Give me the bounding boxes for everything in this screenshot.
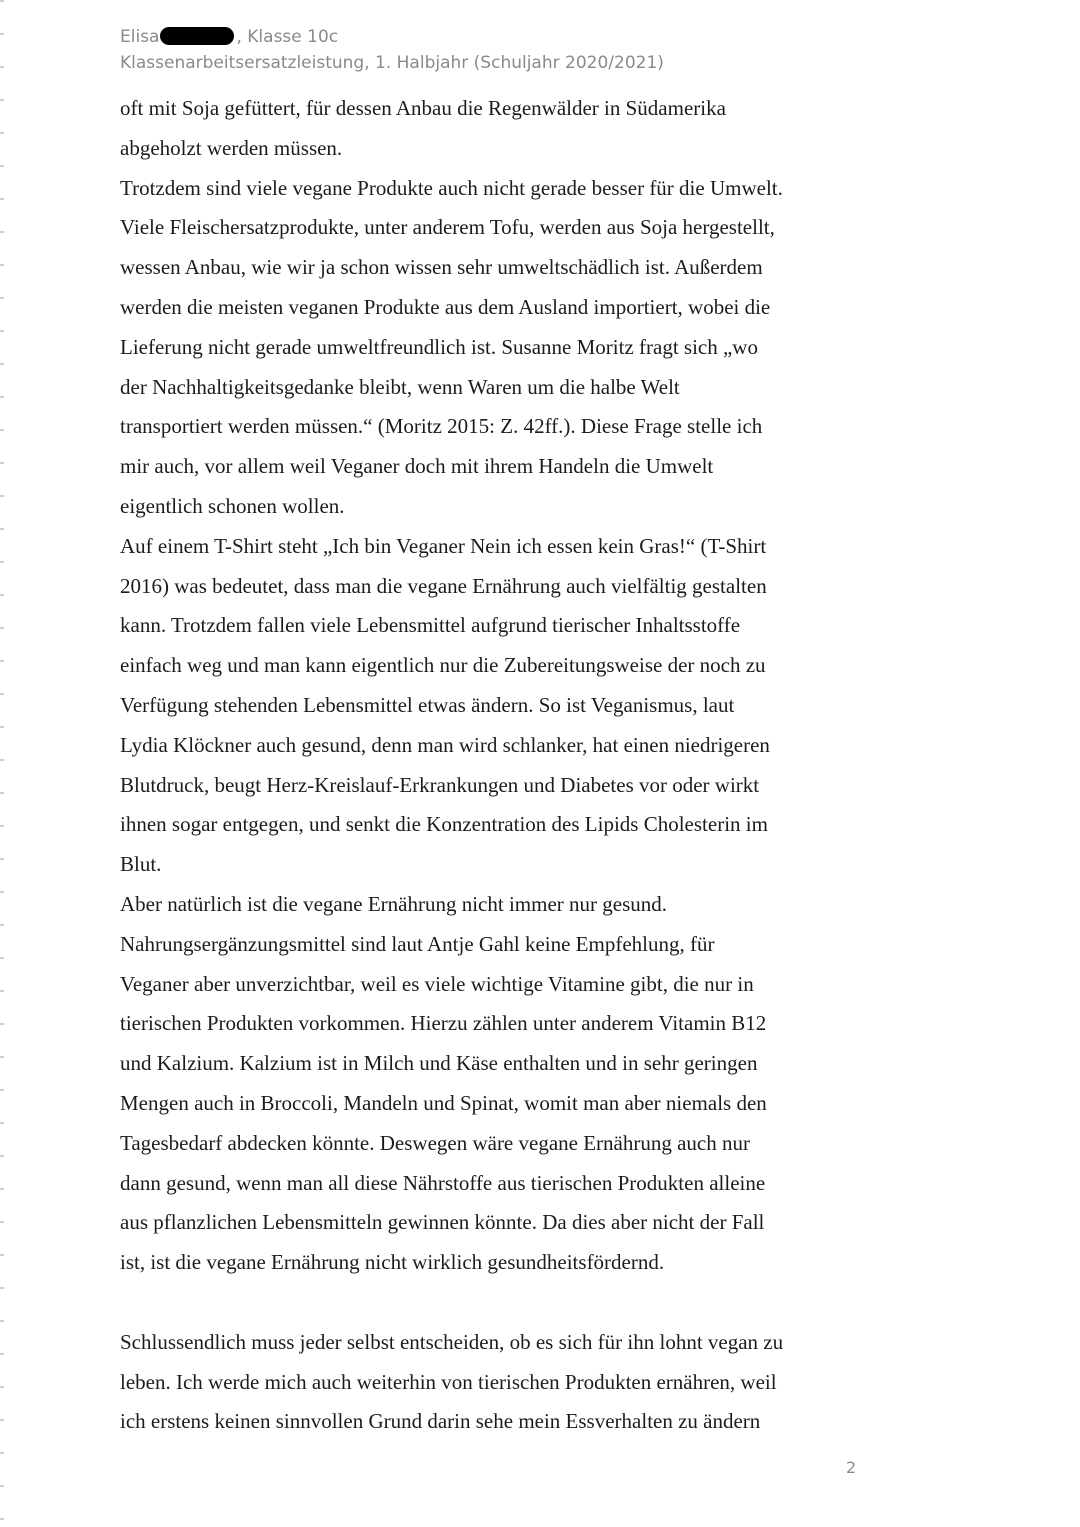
text-line: leben. Ich werde mich auch weiterhin von tierischen Produkten ernähren, weil xyxy=(120,1369,777,1394)
paragraph-gap xyxy=(120,1283,865,1323)
text-line: Auf einem T-Shirt steht „Ich bin Veganer Nein ich essen kein Gras!“ (T-Shirt xyxy=(120,533,767,558)
page-edge-marks xyxy=(0,0,4,1527)
text-line: transportiert werden müssen.“ (Moritz 2015: Z. 42ff.). Diese Frage stelle ich xyxy=(120,414,763,439)
text-line: Trotzdem sind viele vegane Produkte auch nicht gerade besser für die Umwelt. xyxy=(120,175,783,200)
text-line: oft mit Soja gefüttert, für dessen Anbau die Regenwälder in Südamerika xyxy=(120,96,726,120)
text-line: Blut. xyxy=(120,852,162,877)
text-line: Verfügung stehenden Lebensmittel etwas ändern. So ist Veganismus, laut xyxy=(120,692,735,717)
text-line: eigentlich schonen wollen. xyxy=(120,493,345,518)
text-line: Schlussendlich muss jeder selbst entscheiden, ob es sich für ihn lohnt vegan zu xyxy=(120,1329,784,1354)
header-subtitle: Klassenarbeitsersatzleistung, 1. Halbjahr (Schuljahr 2020/2021) xyxy=(120,53,664,73)
text-line: wessen Anbau, wie wir ja schon wissen sehr umweltschädlich ist. Außerdem xyxy=(120,255,763,280)
essay-body xyxy=(120,89,865,1442)
class-label: , Klasse 10c xyxy=(236,27,339,47)
text-line: Tagesbedarf abdecken könnte. Deswegen wäre vegane Ernährung auch nur xyxy=(120,1130,750,1155)
text-line: tierischen Produkten vorkommen. Hierzu zählen unter anderem Vitamin B12 xyxy=(120,1011,767,1036)
text-line: werden die meisten veganen Produkte aus dem Ausland importiert, wobei die xyxy=(120,294,771,319)
text-line: einfach weg und man kann eigentlich nur die Zubereitungsweise der noch zu xyxy=(120,653,766,678)
text-line: abgeholzt werden müssen. xyxy=(120,135,343,160)
text-line: kann. Trotzdem fallen viele Lebensmittel aufgrund tierischer Inhaltsstoffe xyxy=(120,613,741,638)
text-line: Viele Fleischersatzprodukte, unter anderem Tofu, werden aus Soja hergestellt, xyxy=(120,215,775,240)
text-line: Blutdruck, beugt Herz-Kreislauf-Erkrankungen und Diabetes vor oder wirkt xyxy=(120,772,760,797)
text-line: Lydia Klöckner auch gesund, denn man wird schlanker, hat einen niedrigeren xyxy=(120,732,770,757)
text-line: aus pflanzlichen Lebensmitteln gewinnen könnte. Da dies aber nicht der Fall xyxy=(120,1210,765,1235)
page-number: 2 xyxy=(846,1458,857,1477)
text-line: 2016) was bedeutet, dass man die vegane Ernährung auch vielfältig gestalten xyxy=(120,573,767,598)
redaction-mark xyxy=(160,27,234,45)
text-line: dann gesund, wenn man all diese Nährstoffe aus tierischen Produkten alleine xyxy=(120,1170,766,1195)
student-name: Elisa xyxy=(120,27,160,47)
text-line: Veganer aber unverzichtbar, weil es viele wichtige Vitamine gibt, die nur in xyxy=(120,971,754,996)
document-header xyxy=(120,24,664,76)
text-line: ich erstens keinen sinnvollen Grund darin sehe mein Essverhalten zu ändern xyxy=(120,1409,761,1434)
header-name-line xyxy=(120,24,664,50)
text-line: ist, ist die vegane Ernährung nicht wirklich gesundheitsfördernd. xyxy=(120,1250,665,1275)
text-line: ihnen sogar entgegen, und senkt die Konzentration des Lipids Cholesterin im xyxy=(120,812,768,837)
text-line: Aber natürlich ist die vegane Ernährung nicht immer nur gesund. xyxy=(120,891,668,916)
text-line: und Kalzium. Kalzium ist in Milch und Käse enthalten und in sehr geringen xyxy=(120,1051,758,1076)
text-line: der Nachhaltigkeitsgedanke bleibt, wenn Waren um die halbe Welt xyxy=(120,374,680,399)
text-line: Nahrungsergänzungsmittel sind laut Antje Gahl keine Empfehlung, für xyxy=(120,931,715,956)
text-line: Lieferung nicht gerade umweltfreundlich ist. Susanne Moritz fragt sich „wo xyxy=(120,334,758,359)
text-line: mir auch, vor allem weil Veganer doch mit ihrem Handeln die Umwelt xyxy=(120,454,714,479)
text-line: Mengen auch in Broccoli, Mandeln und Spinat, womit man aber niemals den xyxy=(120,1090,767,1115)
